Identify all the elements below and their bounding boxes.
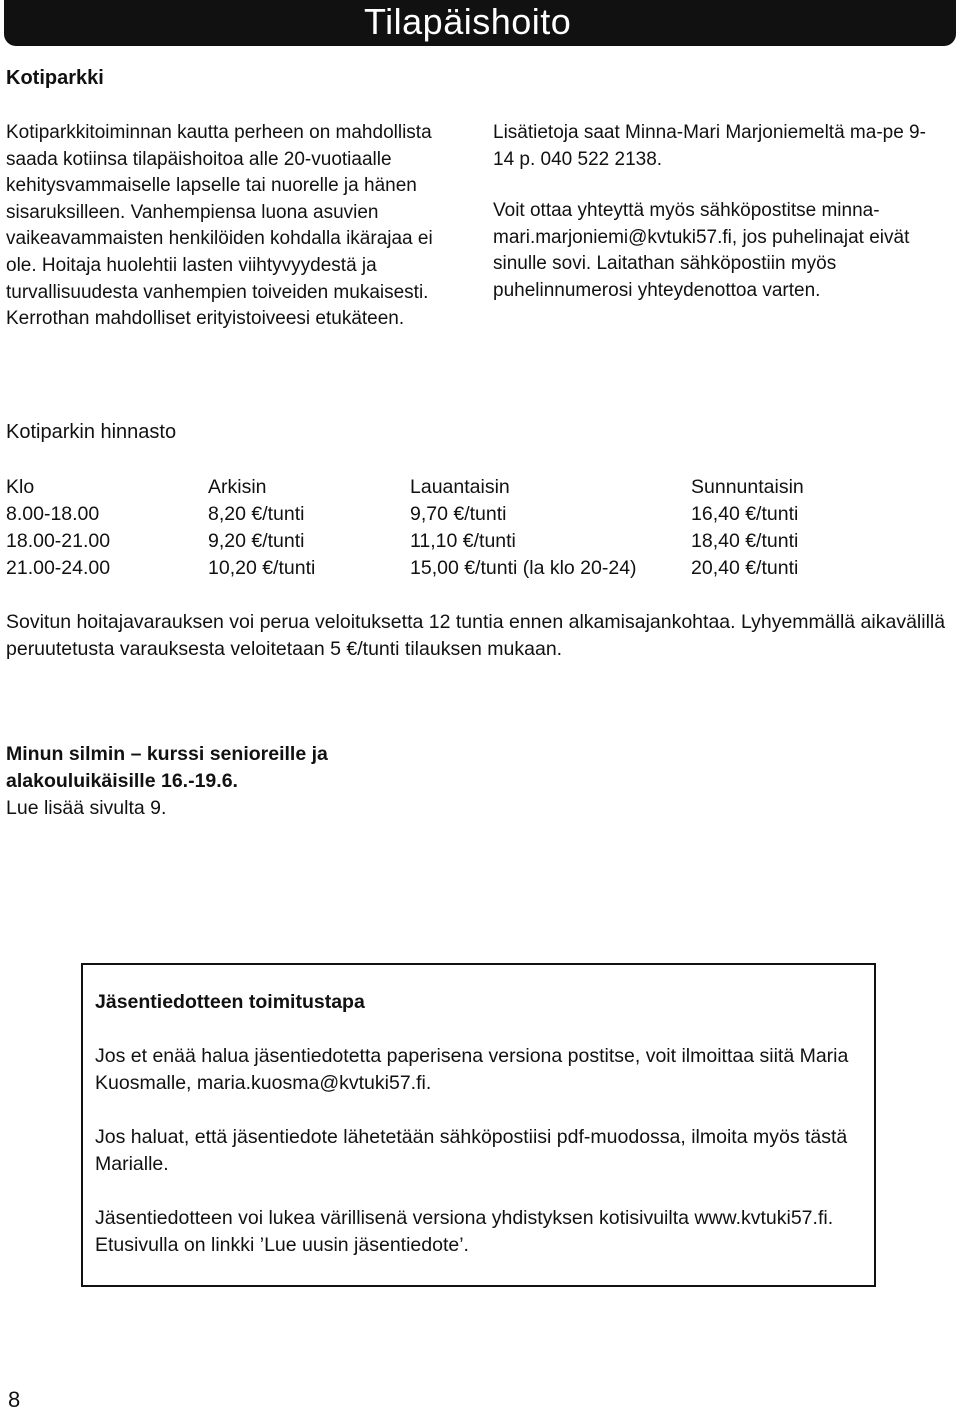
- pricing-table: [6, 474, 891, 582]
- contact-text: [493, 120, 943, 330]
- kotiparkki-text: [6, 120, 456, 333]
- contact-paragraph-2: Voit ottaa yhteyttä myös sähköpostitse minna-mari.marjoniemi@kvtuki57.fi, jos puhelinajat eivät sinulle sovi. Laitathan sähköpostiin myös puhelinnumerosi yhteydenottoa varten.: [493, 200, 910, 301]
- kotiparkki-heading: Kotiparkki: [6, 67, 104, 89]
- pricing-heading: Kotiparkin hinnasto: [6, 421, 177, 443]
- column-header: Sunnuntaisin: [691, 476, 804, 498]
- course-notice: [6, 741, 426, 822]
- page-title: Tilapäishoito: [364, 1, 572, 42]
- pricing-header-row: [6, 474, 891, 501]
- table-cell: 16,40 €/tunti: [691, 503, 799, 525]
- course-more-link-text: Lue lisää sivulta 9.: [6, 797, 167, 819]
- table-row: [6, 501, 891, 528]
- table-cell: 18.00-21.00: [6, 530, 111, 552]
- table-cell: 9,20 €/tunti: [208, 530, 305, 552]
- header-bar: [4, 0, 956, 46]
- table-cell: 15,00 €/tunti (la klo 20-24): [410, 557, 637, 579]
- table-cell: 11,10 €/tunti: [410, 530, 516, 552]
- delivery-paragraph-1: Jos et enää halua jäsentiedotetta paperisena versiona postitse, voit ilmoittaa siitä Maria Kuosmalle, maria.kuosma@kvtuki57.fi.: [95, 1045, 849, 1094]
- kotiparkki-paragraph: Kotiparkkitoiminnan kautta perheen on mahdollista saada kotiinsa tilapäishoitoa alle 20-vuotiaalle kehitysvammaiselle lapselle tai nuorelle ja hänen sisaruksilleen. Vanhempiensa luona asuvien vaikeavammaisten henkilöiden kohdalla ikärajaa ei ole. Hoitaja huolehtii lasten viihtyvyydestä ja turvallisuudesta vanhempien toiveiden mukaisesti. Kerrothan mahdolliset erityistoiveesi etukäteen.: [6, 122, 433, 330]
- column-header: Lauantaisin: [410, 476, 510, 498]
- table-cell: 9,70 €/tunti: [410, 503, 507, 525]
- table-cell: 18,40 €/tunti: [691, 530, 799, 552]
- table-cell: 8,20 €/tunti: [208, 503, 305, 525]
- course-title-line-2: alakouluikäisille 16.-19.6.: [6, 770, 238, 792]
- table-row: [6, 555, 891, 582]
- column-header: Klo: [6, 476, 35, 498]
- course-title-line-1: Minun silmin – kurssi senioreille ja: [6, 743, 328, 765]
- table-cell: 8.00-18.00: [6, 503, 100, 525]
- delivery-info-box: [81, 963, 876, 1287]
- table-cell: 10,20 €/tunti: [208, 557, 316, 579]
- page-number: 8: [8, 1387, 21, 1412]
- contact-paragraph-1: Lisätietoja saat Minna-Mari Marjoniemeltä ma-pe 9-14 p. 040 522 2138.: [493, 122, 926, 170]
- table-row: [6, 528, 891, 555]
- table-cell: 20,40 €/tunti: [691, 557, 799, 579]
- cancellation-policy: Sovitun hoitajavarauksen voi perua veloituksetta 12 tuntia ennen alkamisajankohtaa. Lyhyemmällä aikavälillä peruutetusta varauksesta veloitetaan 5 €/tunti tilauksen mukaan.: [6, 611, 946, 660]
- table-cell: 21.00-24.00: [6, 557, 111, 579]
- column-header: Arkisin: [208, 476, 267, 498]
- delivery-paragraph-2: Jos haluat, että jäsentiedote lähetetään sähköpostiisi pdf-muodossa, ilmoita myös tästä Marialle.: [95, 1126, 848, 1175]
- delivery-box-title: Jäsentiedotteen toimitustapa: [95, 991, 365, 1013]
- delivery-paragraph-3: Jäsentiedotteen voi lukea värillisenä versiona yhdistyksen kotisivuilta www.kvtuki57.fi. Etusivulla on linkki ’Lue uusin jäsentiedote’.: [95, 1207, 834, 1256]
- delivery-info-content: [95, 989, 855, 1286]
